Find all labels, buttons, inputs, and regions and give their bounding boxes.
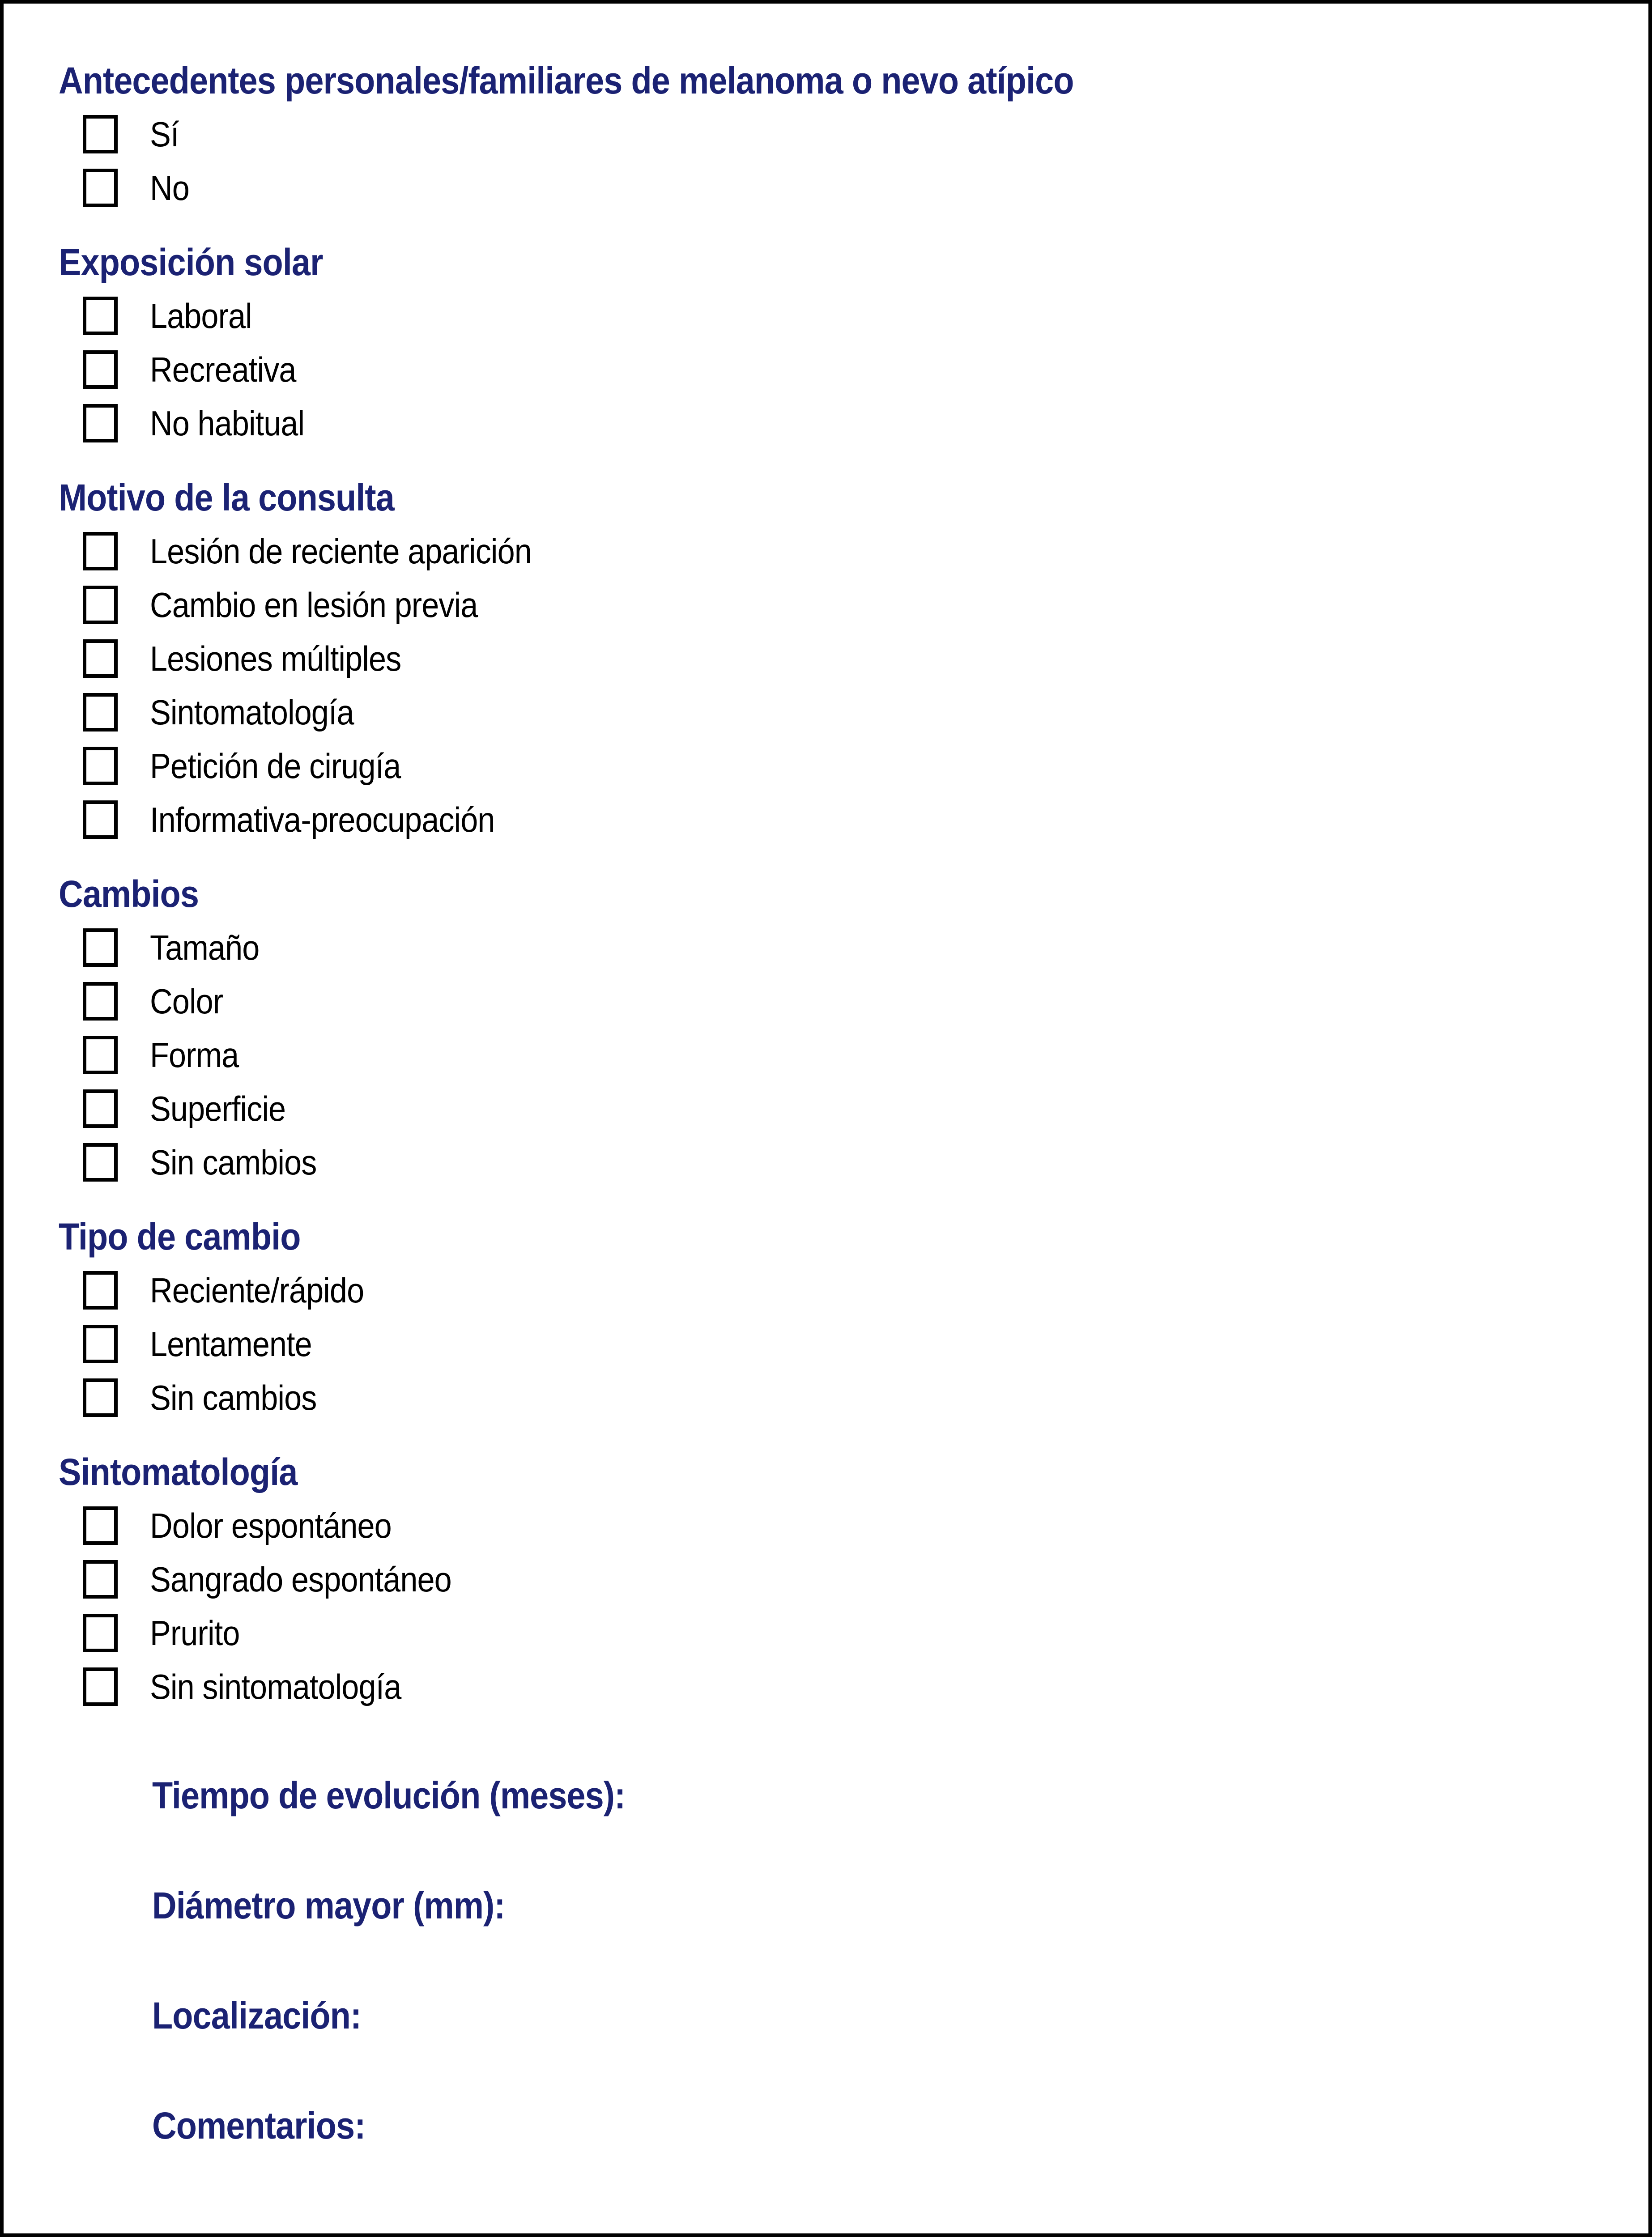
item-label: Tamaño (150, 928, 260, 967)
checkbox-row (83, 793, 1648, 846)
checkbox-row (83, 107, 1648, 161)
checkbox-row (83, 1552, 1648, 1606)
checkbox-row (83, 1660, 1648, 1714)
field-label (152, 1850, 1648, 1961)
checkbox-unchecked-icon[interactable] (83, 1036, 118, 1074)
checkbox-unchecked-icon[interactable] (83, 1614, 118, 1652)
field-label-text: Comentarios: (152, 2105, 366, 2147)
item-label: No habitual (150, 404, 305, 443)
field-label (152, 2071, 1648, 2181)
write-in-fields (4, 1740, 1648, 2181)
field-label (152, 1961, 1648, 2071)
section-title (59, 1445, 1648, 1499)
section-title (59, 1210, 1648, 1263)
checkbox-row (83, 1263, 1648, 1317)
checkbox-row (83, 921, 1648, 974)
checkbox-row (83, 396, 1648, 450)
section-title-text: Exposición solar (59, 241, 323, 283)
item-label: Lesión de reciente aparición (150, 532, 532, 571)
checkbox-row (83, 1606, 1648, 1660)
checkbox-row (83, 632, 1648, 685)
section-title-text: Motivo de la consulta (59, 476, 394, 519)
item-label: Sin cambios (150, 1143, 317, 1182)
checkbox-row (83, 1028, 1648, 1082)
checkbox-unchecked-icon[interactable] (83, 404, 118, 442)
item-label: Petición de cirugía (150, 746, 401, 786)
checkbox-row (83, 1371, 1648, 1425)
item-label: Sintomatología (150, 693, 354, 732)
checkbox-unchecked-icon[interactable] (83, 297, 118, 335)
checkbox-unchecked-icon[interactable] (83, 928, 118, 967)
section-title-text: Tipo de cambio (59, 1216, 301, 1258)
checkbox-unchecked-icon[interactable] (83, 639, 118, 678)
item-label: Recreativa (150, 350, 296, 389)
checkbox-unchecked-icon[interactable] (83, 115, 118, 153)
item-label: Prurito (150, 1613, 240, 1653)
item-label: Lentamente (150, 1324, 312, 1364)
form-title (59, 54, 1648, 107)
item-label: Laboral (150, 296, 252, 336)
checkbox-row (83, 1317, 1648, 1371)
checkbox-row (83, 161, 1648, 215)
item-label: Dolor espontáneo (150, 1506, 392, 1545)
item-label: Sin sintomatología (150, 1667, 401, 1706)
checkbox-unchecked-icon[interactable] (83, 1325, 118, 1363)
checkbox-unchecked-icon[interactable] (83, 169, 118, 207)
item-label: Color (150, 982, 223, 1021)
checkbox-unchecked-icon[interactable] (83, 747, 118, 785)
checkbox-unchecked-icon[interactable] (83, 693, 118, 731)
checkbox-row (83, 1136, 1648, 1189)
section-title (59, 235, 1648, 289)
checkbox-unchecked-icon[interactable] (83, 1667, 118, 1706)
checkbox-row (83, 1082, 1648, 1136)
checkbox-unchecked-icon[interactable] (83, 532, 118, 570)
item-label: No (150, 168, 189, 208)
section-title (59, 471, 1648, 524)
item-label: Cambio en lesión previa (150, 585, 478, 625)
checkbox-unchecked-icon[interactable] (83, 1378, 118, 1417)
checkbox-unchecked-icon[interactable] (83, 350, 118, 389)
checkbox-unchecked-icon[interactable] (83, 1560, 118, 1599)
item-label: Forma (150, 1035, 239, 1075)
checkbox-unchecked-icon[interactable] (83, 586, 118, 624)
item-label: Superficie (150, 1089, 286, 1128)
checkbox-row (83, 289, 1648, 343)
checkbox-unchecked-icon[interactable] (83, 1089, 118, 1128)
checkbox-unchecked-icon[interactable] (83, 982, 118, 1021)
field-label-text: Diámetro mayor (mm): (152, 1884, 505, 1927)
item-label: Sin cambios (150, 1378, 317, 1417)
field-label-text: Localización: (152, 1995, 362, 2037)
item-label: Informativa-preocupación (150, 800, 495, 839)
item-label: Sí (150, 115, 179, 154)
checkbox-row (83, 578, 1648, 632)
item-label: Sangrado espontáneo (150, 1560, 451, 1599)
section-title-text: Cambios (59, 873, 199, 915)
item-label: Reciente/rápido (150, 1271, 364, 1310)
checkbox-unchecked-icon[interactable] (83, 1271, 118, 1310)
field-label (152, 1740, 1648, 1850)
form-title-text: Antecedentes personales/familiares de melanoma o nevo atípico (59, 60, 1074, 102)
section-title-text: Sintomatología (59, 1451, 298, 1493)
checkbox-row (83, 1499, 1648, 1552)
checkbox-unchecked-icon[interactable] (83, 800, 118, 839)
item-label: Lesiones múltiples (150, 639, 401, 678)
field-label-text: Tiempo de evolución (meses): (152, 1774, 626, 1816)
checkbox-row (83, 685, 1648, 739)
checkbox-unchecked-icon[interactable] (83, 1506, 118, 1545)
checkbox-unchecked-icon[interactable] (83, 1143, 118, 1182)
section-title (59, 867, 1648, 921)
checkbox-row (83, 974, 1648, 1028)
checkbox-row (83, 524, 1648, 578)
checkbox-row (83, 343, 1648, 396)
checkbox-row (83, 739, 1648, 793)
